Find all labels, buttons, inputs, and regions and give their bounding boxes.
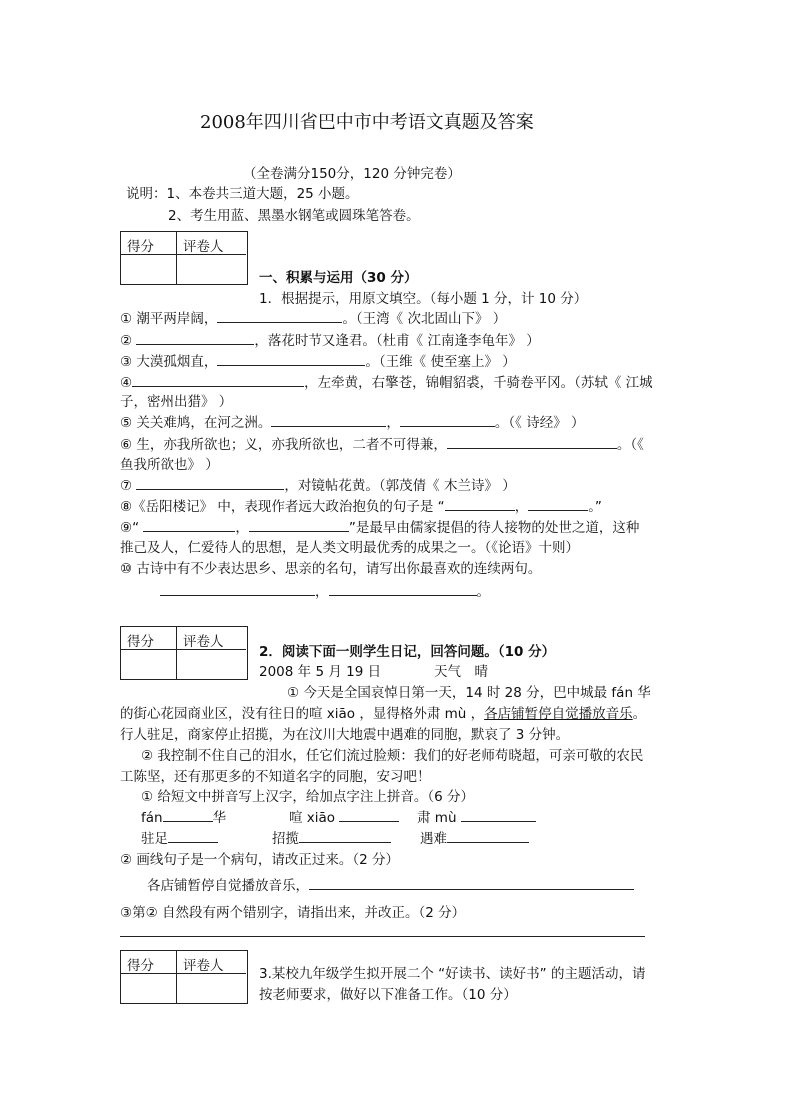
answer-line xyxy=(120,936,645,937)
diary-date: 2008 年 5 月 19 日 xyxy=(259,664,382,680)
diary-p3: 行人驻足，商家停止招揽，为在汶川大地震中遇难的同胞，默哀了 3 分钟。 xyxy=(120,727,570,743)
item-6-cont: 鱼我所欲也》 ） xyxy=(120,457,219,473)
item-7: ⑦ ，对镜帖花黄。（郭茂倩《 木兰诗》 ） xyxy=(120,474,516,494)
subq-1-su: 肃 mù xyxy=(417,806,536,826)
score-box-1 xyxy=(120,231,248,285)
item-9: ⑨“ ， ”是最早由儒家提倡的待人接物的处世之道，这种 xyxy=(120,516,639,536)
score-label: 得分 xyxy=(127,239,154,255)
note-line-2: 2、考生用蓝、黑墨水钢笔或圆珠笔答卷。 xyxy=(168,208,420,224)
score-box-2 xyxy=(120,626,248,680)
score-label: 得分 xyxy=(127,958,154,974)
grader-label: 评卷人 xyxy=(183,958,224,974)
item-1: ① 潮平两岸阔， 。（王湾《 次北固山下》 ） xyxy=(120,307,506,327)
grader-label: 评卷人 xyxy=(183,634,224,650)
item-9-cont: 推己及人，仁爱待人的思想，是人类文明最优秀的成果之一。（《论语》十则） xyxy=(120,540,579,556)
item-2: ② ，落花时节又逢君。（杜甫《 江南逢李龟年》 ） xyxy=(120,329,540,349)
subq-1-row1: fán 华 xyxy=(141,806,226,826)
item-4-cont: 子，密州出猎》 ） xyxy=(120,394,233,410)
question-1: 1．根据提示，用原文填空。（每小题 1 分，计 10 分） xyxy=(259,291,588,307)
score-label: 得分 xyxy=(127,634,154,650)
item-10: ⑩ 古诗中有不少表达思乡、思亲的名句，请写出你最喜欢的连续两句。 xyxy=(120,561,542,577)
item-5: ⑤ 关关难鸠，在河之洲。 ， 。（《 诗经》 ） xyxy=(120,411,585,431)
item-6: ⑥ 生，亦我所欲也；义，亦我所欲也，二者不可得兼， 。（《 xyxy=(120,433,644,453)
subq-1-xuan: 喧 xiāo xyxy=(289,806,399,826)
subq-2: ② 画线句子是一个病句，请改正过来。（2 分） xyxy=(120,852,400,868)
subq-2-sentence: 各店铺暂停自觉播放音乐， xyxy=(147,874,634,894)
item-8: ⑧《岳阳楼记》 中，表现作者远大政治抱负的句子是 “ ， 。” xyxy=(120,495,602,515)
diary-p2: 的街心花园商业区，没有往日的喧 xiāo ，显得格外肃 mù ，各店铺暂停自觉播放音乐。 xyxy=(120,706,647,722)
subtitle: （全卷满分150分，120 分钟完卷） xyxy=(243,166,461,182)
item-10-blanks: ， 。 xyxy=(160,580,490,600)
diary-p4: ② 我控制不住自己的泪水，任它们流过脸颊：我们的好老师苟晓超，可亲可敬的农民 xyxy=(141,748,644,764)
subq-1-zhu: 驻足 xyxy=(141,827,218,847)
subq-1-yu: 遇难 xyxy=(420,827,529,847)
subq-1: ① 给短文中拼音写上汉字，给加点字注上拼音。（6 分） xyxy=(141,789,475,805)
diary-weather: 天气 晴 xyxy=(434,664,488,680)
subq-1-zhao: 招揽 xyxy=(272,827,391,847)
section3-line2: 按老师要求，做好以下准备工作。（10 分） xyxy=(259,987,517,1003)
diary-p5: 工陈坚，还有那更多的不知道名字的同胞，安习吧！ xyxy=(120,769,431,785)
section1-heading: 一、积累与运用（30 分） xyxy=(259,270,418,286)
item-4: ④ ，左牵黄，右擎苍，锦帽貂裘，千骑卷平冈。（苏轼《 江城 xyxy=(120,371,653,391)
grader-label: 评卷人 xyxy=(183,239,224,255)
section2-heading: 2．阅读下面一则学生日记，回答问题。（10 分） xyxy=(259,644,556,660)
section3-line1: 3.某校九年级学生拟开展二个 “好读书、读好书” 的主题活动，请 xyxy=(259,966,646,982)
item-3: ③ 大漠孤烟直， 。（王维《 使至塞上》 ） xyxy=(120,350,516,370)
subq-3: ③第② 自然段有两个错别字，请指出来，并改正。（2 分） xyxy=(120,905,466,921)
page-title: 2008年四川省巴中市中考语文真题及答案 xyxy=(200,112,534,133)
diary-p1: ① 今天是全国哀悼日第一天，14 时 28 分，巴中城最 fán 华 xyxy=(287,685,651,701)
score-box-3 xyxy=(120,950,248,1004)
note-line-1: 说明：1、本卷共三道大题，25 小题。 xyxy=(126,186,359,202)
